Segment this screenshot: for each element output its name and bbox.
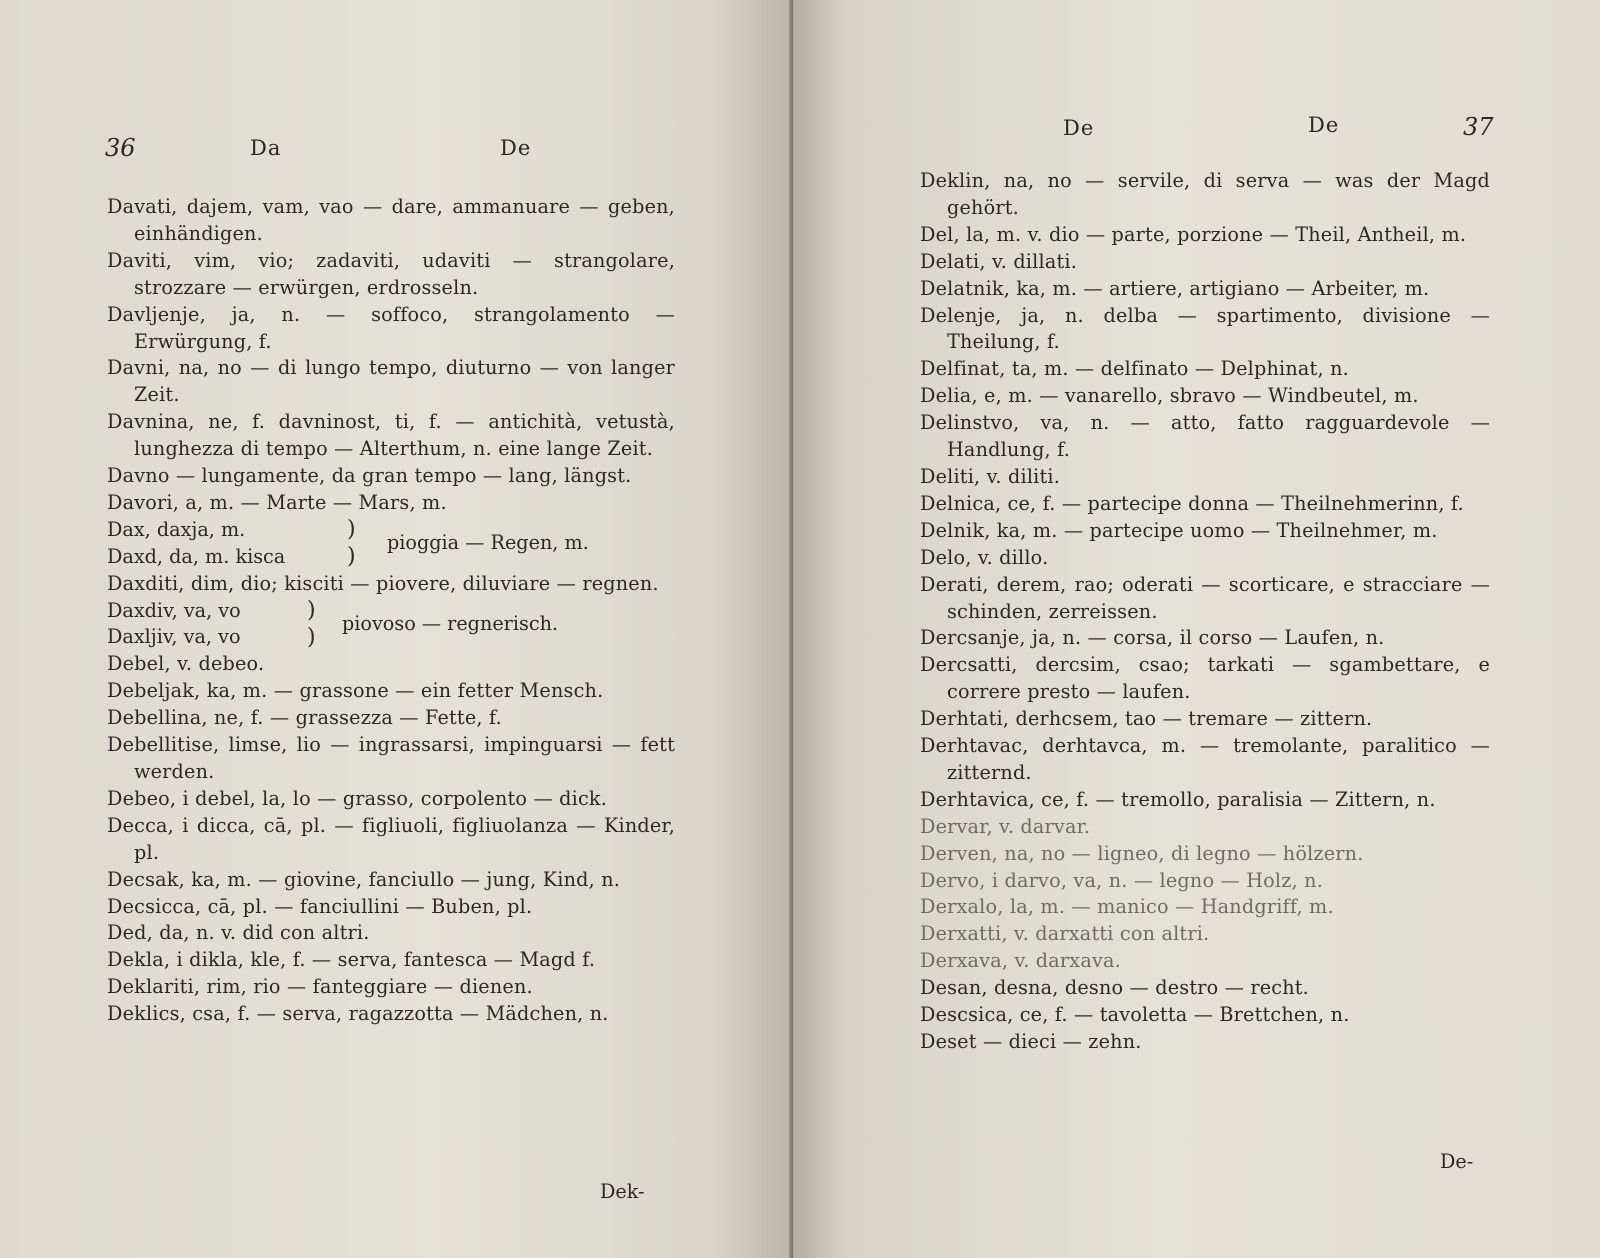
running-head-left-da: Da (250, 136, 282, 160)
bracketed-headword: Dax, daxja, m. (107, 517, 246, 541)
dictionary-entry: Derhtati, derhcsem, tao — tremare — zittern. (920, 707, 1373, 731)
bracketed-entry-group (107, 598, 675, 652)
dictionary-entry: Davori, a, m. — Marte — Mars, m. (107, 490, 447, 514)
dictionary-column-left (107, 194, 675, 1028)
running-head-right-de-1: De (1063, 116, 1095, 140)
dictionary-entry-faded: Dervar, v. darvar. (920, 814, 1091, 838)
bracketed-headword: Daxljiv, va, vo (107, 625, 241, 649)
dictionary-entry: Deklin, na, no — servile, di serva — was der Magd gehört. (920, 169, 1490, 219)
dictionary-entry: Delia, e, m. — vanarello, sbravo — Windbeutel, m. (920, 384, 1419, 408)
dictionary-column-right (920, 168, 1490, 1056)
dictionary-entry-faded: Derxatti, v. darxatti con altri. (920, 922, 1210, 946)
dictionary-entry-faded: Derxava, v. darxava. (920, 949, 1121, 973)
running-head-left-de: De (500, 136, 532, 160)
dictionary-entry: Debellina, ne, f. — grassezza — Fette, f. (107, 706, 502, 730)
bracket-glyph: ) (347, 516, 356, 542)
dictionary-entry: Del, la, m. v. dio — parte, porzione — Theil, Antheil, m. (920, 222, 1467, 246)
dictionary-entry: Deset — dieci — zehn. (920, 1030, 1142, 1053)
dictionary-entry: Delenje, ja, n. delba — spartimento, divisione — Theilung, f. (920, 303, 1490, 354)
bracketed-entry-group (107, 517, 675, 571)
dictionary-entry: Debellitise, limse, lio — ingrassarsi, impinguarsi — fett werden. (107, 733, 675, 783)
dictionary-entry: Decca, i dicca, cā, pl. — figliuoli, figliuolanza — Kinder, pl. (107, 813, 675, 864)
dictionary-entry: Derhtavica, ce, f. — tremollo, paralisia — Zittern, n. (920, 787, 1436, 811)
dictionary-entry: Delo, v. dillo. (920, 545, 1049, 569)
dictionary-entry: Deklariti, rim, rio — fanteggiare — dienen. (107, 975, 533, 999)
dictionary-entry: Derhtavac, derhtavca, m. — tremolante, paralitico — zitternd. (920, 734, 1490, 784)
page-number-right: 37 (1463, 113, 1494, 141)
catchword-left: Dek- (600, 1180, 645, 1203)
dictionary-entry: Debel, v. debeo. (107, 652, 265, 676)
dictionary-entry: Debeo, i debel, la, lo — grasso, corpolento — dick. (107, 786, 608, 810)
catchword-right: De- (1440, 1150, 1474, 1173)
dictionary-entry: Delnica, ce, f. — partecipe donna — Theilnehmerinn, f. (920, 491, 1464, 515)
dictionary-entry: Daviti, vim, vio; zadaviti, udaviti — strangolare, strozzare — erwürgen, erdrosseln. (107, 248, 675, 299)
right-page (793, 0, 1600, 1258)
page-number-left: 36 (105, 134, 136, 162)
bracketed-definition: pioggia — Regen, m. (387, 530, 589, 554)
dictionary-entry: Davljenje, ja, n. — soffoco, strangolamento — Erwürgung, f. (107, 302, 675, 353)
dictionary-entry-faded: Dervo, i darvo, va, n. — legno — Holz, n. (920, 868, 1323, 892)
dictionary-entry: Deliti, v. diliti. (920, 464, 1061, 488)
dictionary-entry: Deklics, csa, f. — serva, ragazzotta — Mädchen, n. (107, 1002, 609, 1026)
bracketed-definition: piovoso — regnerisch. (342, 611, 559, 635)
left-page (0, 0, 793, 1258)
dictionary-entry: Davnina, ne, f. davninost, ti, f. — antichità, vetustà, lunghezza di tempo — Alterthum, n. eine lange Zeit. (107, 410, 675, 461)
dictionary-entry: Dercsatti, dercsim, csao; tarkati — sgambettare, e correre presto — laufen. (920, 653, 1490, 704)
dictionary-entry: Daxditi, dim, dio; kisciti — piovere, diluviare — regnen. (107, 571, 659, 595)
dictionary-entry: Delfinat, ta, m. — delfinato — Delphinat, n. (920, 357, 1349, 381)
running-head-right-de-2: De (1308, 113, 1340, 137)
dictionary-entry: Derati, derem, rao; oderati — scorticare, e stracciare — schinden, zerreissen. (920, 572, 1490, 623)
dictionary-entry: Davati, dajem, vam, vao — dare, ammanuare — geben, einhändigen. (107, 195, 675, 245)
dictionary-entry-faded: Derven, na, no — ligneo, di legno — hölzern. (920, 841, 1364, 865)
bracket-glyph: ) (307, 624, 316, 650)
dictionary-entry: Decsicca, cā, pl. — fanciullini — Buben, pl. (107, 894, 533, 918)
dictionary-entry: Desan, desna, desno — destro — recht. (920, 976, 1309, 1000)
dictionary-entry: Descsica, ce, f. — tavoletta — Brettchen, n. (920, 1003, 1350, 1027)
dictionary-entry: Davni, na, no — di lungo tempo, diuturno — von langer Zeit. (107, 356, 675, 407)
bracket-glyph: ) (347, 543, 356, 569)
bracket-glyph: ) (307, 597, 316, 623)
dictionary-entry: Delinstvo, va, n. — atto, fatto ragguardevole — Handlung, f. (920, 411, 1490, 462)
dictionary-entry: Ded, da, n. v. did con altri. (107, 921, 370, 945)
dictionary-entry: Dercsanje, ja, n. — corsa, il corso — Laufen, n. (920, 626, 1385, 650)
dictionary-entry: Decsak, ka, m. — giovine, fanciullo — jung, Kind, n. (107, 867, 621, 891)
bracketed-headword: Daxd, da, m. kisca (107, 544, 286, 568)
dictionary-entry: Dekla, i dikla, kle, f. — serva, fantesca — Magd f. (107, 948, 596, 972)
dictionary-entry: Davno — lungamente, da gran tempo — lang, längst. (107, 464, 632, 488)
dictionary-entry-faded: Derxalo, la, m. — manico — Handgriff, m. (920, 895, 1334, 919)
dictionary-entry: Delnik, ka, m. — partecipe uomo — Theilnehmer, m. (920, 518, 1438, 542)
dictionary-entry: Delati, v. dillati. (920, 249, 1077, 273)
dictionary-entry: Debeljak, ka, m. — grassone — ein fetter Mensch. (107, 679, 604, 703)
bracketed-headword: Daxdiv, va, vo (107, 598, 241, 622)
dictionary-entry: Delatnik, ka, m. — artiere, artigiano — Arbeiter, m. (920, 276, 1430, 300)
